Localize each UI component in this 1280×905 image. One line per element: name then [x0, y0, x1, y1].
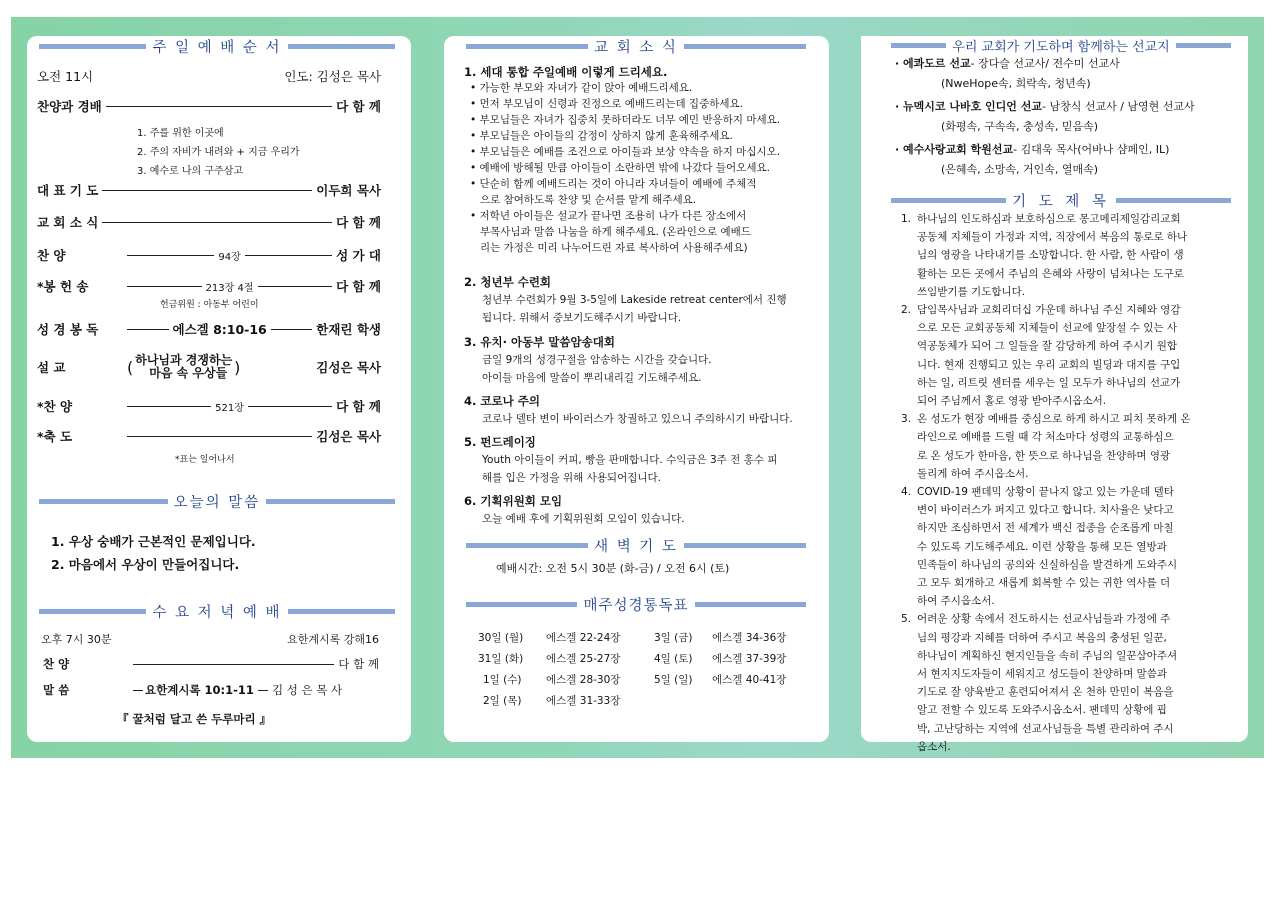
news-4-title: 4. 코로나 주의 — [464, 394, 540, 408]
news-6-title: 6. 기획위원회 모임 — [464, 494, 563, 508]
news-3-title: 3. 유치· 아동부 말씀암송대회 — [464, 335, 615, 349]
order-representative-prayer: 대 표 기 도 이두희 목사 — [37, 183, 381, 198]
offering-note: 헌금위원 : 아동부 어린이 — [160, 300, 259, 310]
dawn-prayer-header — [466, 535, 806, 555]
list-item: 1. 하나님의 인도하심과 보호하심으로 몽고메리제일감리교회 공동체 지체들이 가정과 지역, 직장에서 복음의 통로로 하나 님의 영광을 나타내기를 소망합니다. 한 사람, 한 사람이 생 활하는 모든 곳에서 주님의 은혜와 사랑이 넘쳐나는 도구로 쓰임받기를 기도합니다. — [901, 213, 1188, 298]
order-sermon: 설 교 ( 하나님과 경쟁하는 마음 속 우상들 ) 김성은 목사 — [37, 353, 381, 380]
order-hymn: *찬 양 521장 다 함 께 — [37, 399, 381, 414]
sunday-service-title: 주 일 예 배 순 서 — [152, 39, 282, 56]
wednesday-praise: 찬 양 다 함 께 — [43, 657, 379, 671]
prayer-topics-list — [901, 210, 1237, 756]
news-5-body: Youth 아이들이 커피, 빵을 판매합니다. 수익금은 3주 전 홍수 피 해를 입은 가정을 위해 사용되어집니다. — [482, 454, 778, 484]
news-1-title: 1. 세대 통합 주일예배 이렇게 드리세요. — [464, 65, 668, 79]
worship-order-panel — [27, 36, 411, 742]
list-item: • 부모님들은 자녀가 집중치 못하더라도 너무 예민 반응하지 마세요. — [470, 114, 781, 126]
todays-word-header — [39, 491, 395, 511]
mission-groups: (은혜속, 소망속, 거인속, 열매속) — [941, 163, 1099, 176]
order-choir: 찬 양 94장 성 가 대 — [37, 248, 382, 263]
list-item: • 부모님들은 아이들의 감정이 상하지 않게 훈육해주세요. — [470, 130, 733, 142]
list-item: · 에콰도르 선교- 장다슬 선교사/ 전수미 선교사 — [895, 57, 1120, 70]
table-row: 1일 (수) 에스겔 28-30장 — [483, 674, 621, 686]
wednesday-service-title: 수 요 저 녁 예 배 — [152, 604, 282, 621]
word-point-1: 1. 우상 숭배가 근본적인 문제입니다. — [51, 534, 256, 549]
table-row: 2일 (목) 에스겔 31-33장 — [483, 695, 621, 707]
word-point-2: 2. 마음에서 우상이 만들어집니다. — [51, 557, 240, 572]
song-1: 1. 주를 위한 이곳에 — [137, 128, 224, 139]
bible-reading-title: 매주성경통독표 — [583, 597, 689, 614]
list-item: 부목사님과 말씀 나눔을 하게 해주세요. (온라인으로 예배드 — [480, 226, 751, 238]
table-row: 3일 (금) 에스겔 34-36장 — [654, 632, 787, 644]
service-time: 오전 11시 — [37, 69, 94, 84]
song-3: 3. 예수로 나의 구주삼고 — [137, 166, 244, 177]
list-item: 5. 어려운 상황 속에서 전도하시는 선교사님들과 가정에 주 님의 평강과 지혜를 더하여 주시고 복음의 충성된 일꾼, 하나님이 계획하신 현지인들을 속히 주님의 일꾼삼아주셔 서 현지지도자들이 세워지고 성도들이 찬양하며 말씀과 기도로 잘 양육받고 훈련되어져서 온 천하 만민이 복음을 알고 전할 수 있도록 도와주시옵소서. 팬데믹 상황에 핍 박, 고난당하는 지역에 선교사님들을 특별 관리하여 주시 옵소서. — [901, 613, 1178, 753]
table-row: 31일 (화) 에스겔 25-27장 — [478, 653, 621, 665]
list-item: · 뉴멕시코 나바호 인디언 선교- 남창식 선교사 / 남영현 선교사 — [895, 100, 1195, 113]
bible-reading-left — [478, 628, 620, 712]
wednesday-word: 말 씀 요한계시록 10:1-11 김 성 은 목 사 — [43, 683, 343, 697]
church-news-header — [466, 36, 806, 56]
list-item: • 예배에 방해될 만큼 아이들이 소란하면 밖에 나갔다 들어오세요. — [470, 162, 770, 174]
service-leader: 인도: 김성은 목사 — [284, 69, 381, 84]
wednesday-service-header — [39, 601, 395, 621]
todays-word-title: 오늘의 말씀 — [173, 494, 261, 511]
sermon-title: 하나님과 경쟁하는 마음 속 우상들 — [135, 353, 233, 380]
list-item: · 예수사랑교회 학원선교- 김대욱 목사(어바나 샴페인, IL) — [895, 143, 1170, 156]
list-item: 리는 가정은 미리 나누어드린 자료 복사하여 사용해주세요) — [480, 242, 748, 254]
list-item: • 먼저 부모님이 신령과 진정으로 예배드리는데 집중하세요. — [470, 98, 743, 110]
news-2-body: 청년부 수련회가 9월 3-5일에 Lakeside retreat center에서 진행 됩니다. 위해서 중보기도해주시기 바랍니다. — [482, 294, 787, 324]
order-church-news: 교 회 소 식 다 함 께 — [37, 215, 381, 230]
sunday-service-header — [39, 36, 395, 56]
order-offering: *봉 헌 송 213장 4절 다 함 께 — [37, 279, 382, 294]
list-item: 으로 참여하도록 찬양 및 순서를 맡게 해주세요. — [480, 194, 697, 206]
list-item: • 부모님들은 예배를 조건으로 아이들과 보상 약속을 하지 마십시오. — [470, 146, 781, 158]
table-row: 30일 (월) 에스겔 22-24장 — [478, 632, 621, 644]
prayer-topics-header — [891, 190, 1231, 210]
missions-header — [891, 36, 1231, 54]
table-row: 4일 (토) 에스겔 37-39장 — [654, 653, 787, 665]
bible-reading-header — [466, 594, 806, 614]
missions-list — [895, 54, 1195, 180]
song-2: 2. 주의 자비가 내려와 + 지금 우리가 — [137, 147, 300, 158]
list-item: 4. COVID-19 팬데믹 상황이 끝나지 않고 있는 가운데 델타 변이 바이러스가 퍼지고 있다고 합니다. 치사율은 낮다고 하지만 조심하면서 전 세계가 백신 접종을 순조롭게 마칠 수 있도록 기도해주세요. 이런 상황을 통해 모든 열방과 민족들이 하나님의 공의와 신실하심을 발견하게 도와주시 고 모두 회개하고 새롭게 회복할 수 있는 귀한 역사를 더 하여 주시옵소서. — [901, 486, 1178, 608]
list-item: • 가능한 부모와 자녀가 같이 앉아 예배드리세요. — [470, 82, 693, 94]
church-news-title: 교 회 소 식 — [594, 39, 678, 56]
dawn-prayer-title: 새 벽 기 도 — [594, 538, 678, 555]
wednesday-time: 오후 7시 30분 — [41, 633, 112, 646]
news-6-body: 오늘 예배 후에 기획위원회 모임이 있습니다. — [482, 513, 685, 525]
news-3-body: 금일 9개의 성경구절을 암송하는 시간을 갖습니다. 아이들 마음에 말씀이 뿌리내리길 기도해주세요. — [482, 354, 712, 384]
bible-reading-right — [654, 628, 786, 691]
news-5-title: 5. 펀드레이징 — [464, 435, 536, 449]
stand-note: *표는 일어나서 — [175, 455, 235, 465]
mission-groups: (화평속, 구속속, 충성속, 믿음속) — [941, 120, 1099, 133]
list-item: • 단순히 함께 예배드리는 것이 아니라 자녀들이 예배에 주체적 — [470, 178, 757, 190]
missions-prayer-panel — [861, 36, 1248, 753]
church-news-panel — [444, 36, 829, 742]
mission-groups: (NweHope속, 희락속, 청년속) — [941, 77, 1091, 90]
order-scripture-reading: 성 경 봉 독 에스겔 8:10-16 한재린 학생 — [37, 322, 381, 337]
news-2-title: 2. 청년부 수련회 — [464, 275, 552, 289]
list-item: 3. 온 성도가 현장 예배를 중심으로 하게 하시고 피치 못하게 온 라인으로 예배를 드릴 때 각 처소마다 성령의 교통하심으 로 온 성도가 한마음, 한 뜻으로 하나님을 찬양하며 영광 돌리게 하여 주시옵소서. — [901, 413, 1191, 480]
news-1-list — [470, 80, 820, 256]
missions-title: 우리 교회가 기도하며 함께하는 선교지 — [952, 39, 1170, 55]
list-item: • 저학년 아이들은 설교가 끝나면 조용히 나가 다른 장소에서 — [470, 210, 747, 222]
prayer-topics-title: 기 도 제 목 — [1012, 193, 1110, 210]
order-praise-worship: 찬양과 경배 다 함 께 — [37, 99, 381, 114]
wednesday-series: 요한계시록 강해16 — [287, 633, 379, 646]
table-row: 5일 (일) 에스겔 40-41장 — [654, 674, 787, 686]
dawn-prayer-time: 예배시간: 오전 5시 30분 (화-금) / 오전 6시 (토) — [496, 562, 730, 575]
news-4-body: 코로나 델타 변이 바이러스가 창궐하고 있으니 주의하시기 바랍니다. — [482, 413, 793, 425]
order-benediction: *축 도 김성은 목사 — [37, 429, 381, 444]
list-item: 2. 담임목사님과 교회리더십 가운데 하나님 주신 지혜와 영감 으로 모든 교회공동체 지체들이 선교에 앞장설 수 있는 사 역공동체가 되어 그 일들을 잘 감당하게 하여 주시기 원합 니다. 현재 진행되고 있는 우리 교회의 빌딩과 대지를 구입 하는 일, 리트릿 센터를 세우는 일 모두가 하나님의 선교가 되어 주님께서 홀로 영광 받아주시옵소서. — [901, 304, 1181, 408]
wednesday-theme: 『 꿀처럼 달고 쓴 두루마리 』 — [117, 712, 272, 726]
